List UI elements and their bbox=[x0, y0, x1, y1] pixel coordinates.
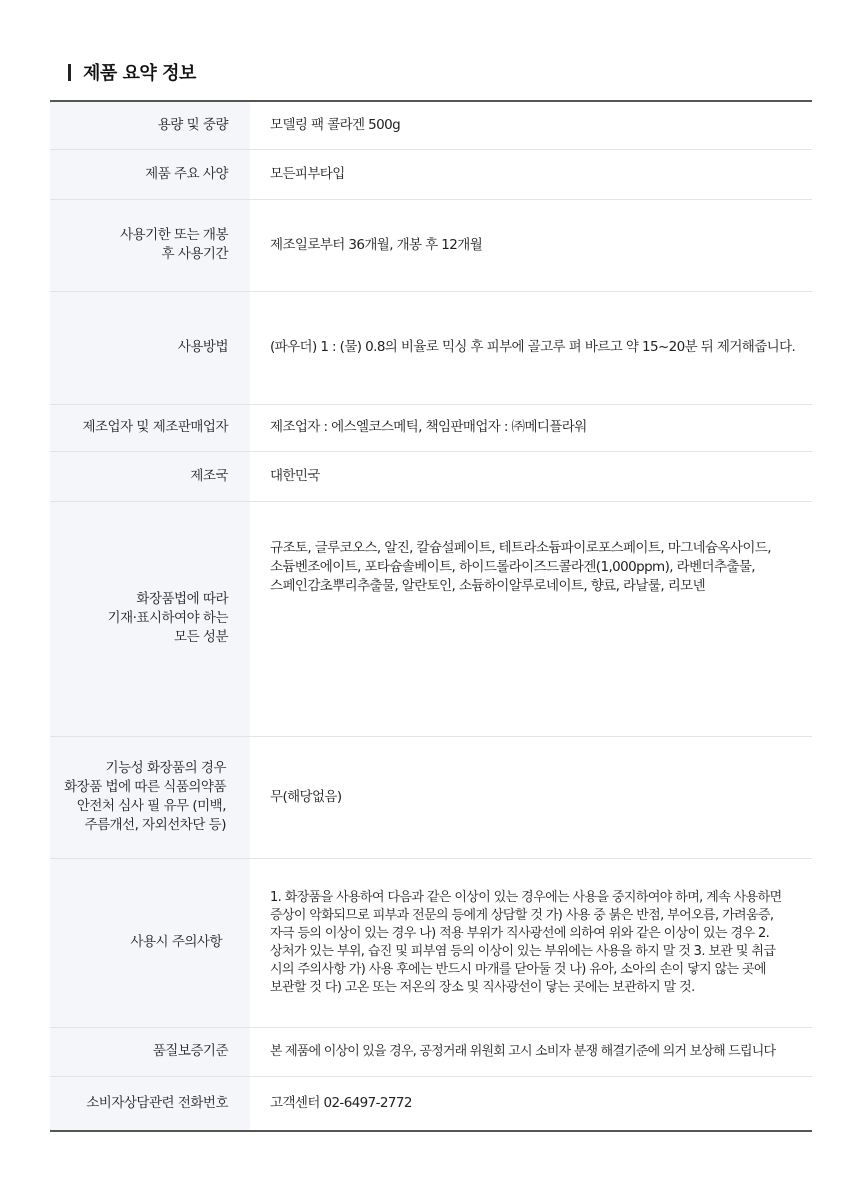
table-row bbox=[50, 291, 812, 404]
row-label-line: 주름개선, 자외선차단 등) bbox=[84, 817, 226, 833]
row-value-expiry: 제조일로부터 36개월, 개봉 후 12개월 bbox=[270, 236, 483, 253]
row-label-line: 사용기한 또는 개봉 bbox=[120, 227, 228, 243]
row-label-capacity: 용량 및 중량 bbox=[50, 101, 250, 149]
row-label-line: 화장품법에 따라 bbox=[136, 591, 228, 607]
section-title: 제품 요약 정보 bbox=[83, 63, 196, 84]
row-label-line: 후 사용기간 bbox=[161, 246, 228, 262]
table-row bbox=[50, 149, 812, 199]
row-value-country: 대한민국 bbox=[270, 467, 320, 484]
product-summary-table bbox=[50, 100, 812, 1132]
row-value-precautions: 1. 화장품을 사용하여 다음과 같은 이상이 있는 경우에는 사용을 중지하여야 하며, 계속 사용하면 증상이 악화되므로 피부과 전문의 등에게 상담할 것 가) 사용 중 붉은 반점, 부어오름, 가려움증, 자극 등의 이상이 있는 경우 나) 적용 부위가 직사광선에 의하여 위와 같은 이상이 있는 경우 2. 상처가 있는 부위, 습진 및 피부염 등의 이상이 있는 부위에는 사용을 하지 말 것 3. 보관 및 취급 시의 주의사항 가) 사용 후에는 반드시 마개를 닫아둘 것 나) 유아, 소아의 손이 닿지 않는 곳에 보관할 것 다) 고온 또는 저온의 장소 및 직사광선이 닿는 곳에는 보관하지 말 것. bbox=[270, 889, 782, 995]
row-label-line: 모든 성분 bbox=[174, 629, 228, 645]
row-value-main-spec: 모든피부타입 bbox=[270, 165, 345, 182]
table-row bbox=[50, 1076, 812, 1131]
table-row bbox=[50, 404, 812, 451]
table-row bbox=[50, 736, 812, 858]
section-heading bbox=[68, 57, 196, 87]
row-label-line: 기재·표시하여야 하는 bbox=[107, 610, 228, 626]
row-value-ingredients: 규조토, 글루코오스, 알진, 칼슘설페이트, 테트라소듐파이로포스페이트, 마그네슘옥사이드, 소듐벤조에이트, 포타슘솔베이트, 하이드롤라이즈드콜라겐(1,000ppm), 라벤더추출물, 스페인감초뿌리추출물, 알란토인, 소듐하이알루로네이트, 향료, 라날룰, 리모넨 bbox=[270, 539, 771, 594]
table-row bbox=[50, 101, 812, 149]
row-label-line: 기능성 화장품의 경우 bbox=[105, 760, 226, 776]
heading-accent-bar bbox=[68, 64, 71, 81]
row-label-ingredients bbox=[50, 501, 250, 736]
row-label-manufacturer: 제조업자 및 제조판매업자 bbox=[50, 404, 250, 451]
row-value-capacity: 모델링 팩 콜라겐 500g bbox=[270, 116, 401, 133]
table-row bbox=[50, 451, 812, 501]
row-value-functional: 무(해당없음) bbox=[270, 788, 342, 805]
table-row bbox=[50, 501, 812, 736]
row-label-country: 제조국 bbox=[50, 451, 250, 501]
row-label-functional bbox=[50, 736, 250, 858]
row-label-line: 화장품 법에 따른 식품의약품 bbox=[64, 779, 226, 795]
row-label-line: 안전처 심사 필 유무 (미백, bbox=[76, 798, 226, 814]
table-row bbox=[50, 858, 812, 1027]
row-label-customer-phone: 소비자상담관련 전화번호 bbox=[50, 1076, 250, 1131]
row-label-expiry bbox=[50, 199, 250, 291]
row-value-usage: (파우더) 1 : (물) 0.8의 비율로 믹싱 후 피부에 골고루 펴 바르고 약 15~20분 뒤 제거해줍니다. bbox=[270, 339, 796, 355]
row-value-manufacturer: 제조업자 : 에스엘코스메틱, 책임판매업자 : ㈜메디플라워 bbox=[270, 419, 587, 435]
row-label-precautions: 사용시 주의사항 bbox=[50, 858, 250, 1027]
row-label-usage: 사용방법 bbox=[50, 291, 250, 404]
row-value-customer-phone: 고객센터 02-6497-2772 bbox=[270, 1094, 412, 1111]
row-label-main-spec: 제품 주요 사양 bbox=[50, 149, 250, 199]
table-row bbox=[50, 199, 812, 291]
row-label-quality-guarantee: 품질보증기준 bbox=[50, 1027, 250, 1076]
row-value-quality-guarantee: 본 제품에 이상이 있을 경우, 공정거래 위원회 고시 소비자 분쟁 해결기준에 의거 보상해 드립니다 bbox=[270, 1044, 776, 1059]
table-row bbox=[50, 1027, 812, 1076]
